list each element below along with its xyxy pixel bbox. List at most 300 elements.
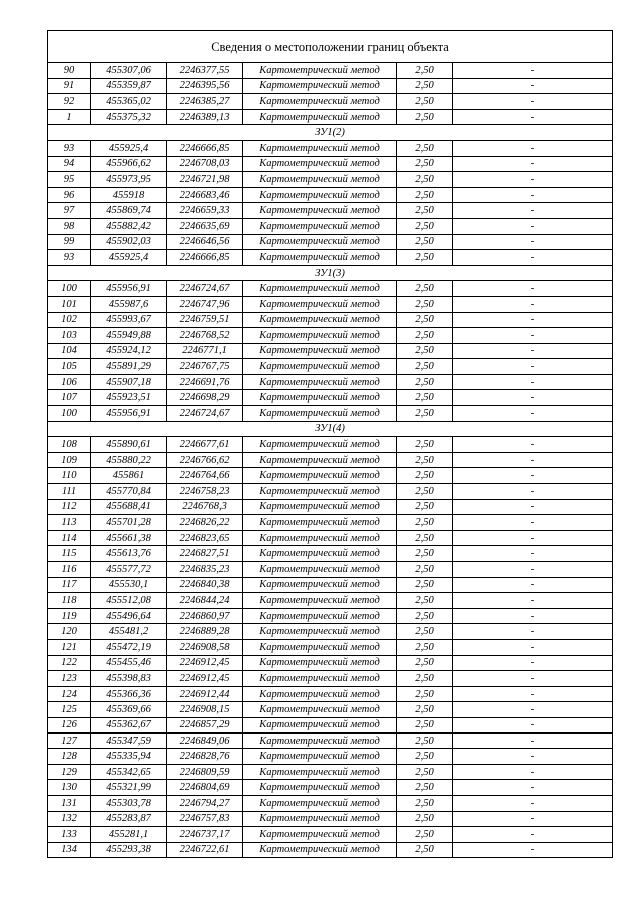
point-number-cell: 114 [48,530,91,546]
point-number-cell: 99 [48,234,91,250]
x-coordinate-cell: 455688,41 [91,499,167,515]
y-coordinate-cell: 2246757,83 [167,811,243,827]
note-cell: - [453,281,613,297]
accuracy-cell: 2,50 [397,764,453,780]
note-cell: - [453,827,613,843]
method-cell: Картометрический метод [243,172,397,188]
note-cell: - [453,234,613,250]
point-number-cell: 93 [48,140,91,156]
method-cell: Картометрический метод [243,608,397,624]
method-cell: Картометрический метод [243,780,397,796]
point-number-cell: 108 [48,437,91,453]
table-row [48,686,613,702]
point-number-cell: 121 [48,639,91,655]
accuracy-cell: 2,50 [397,811,453,827]
point-number-cell: 97 [48,203,91,219]
method-cell: Картометрический метод [243,140,397,156]
point-number-cell: 1 [48,109,91,125]
note-cell: - [453,218,613,234]
point-number-cell: 105 [48,359,91,375]
method-cell: Картометрический метод [243,312,397,328]
table-row [48,343,613,359]
method-cell: Картометрический метод [243,717,397,733]
accuracy-cell: 2,50 [397,203,453,219]
note-cell: - [453,499,613,515]
y-coordinate-cell: 2246835,23 [167,562,243,578]
method-cell: Картометрический метод [243,515,397,531]
point-number-cell: 93 [48,250,91,266]
table-row [48,172,613,188]
y-coordinate-cell: 2246768,3 [167,499,243,515]
x-coordinate-cell: 455293,38 [91,842,167,858]
x-coordinate-cell: 455303,78 [91,795,167,811]
y-coordinate-cell: 2246737,17 [167,827,243,843]
table-row [48,484,613,500]
y-coordinate-cell: 2246377,55 [167,63,243,79]
x-coordinate-cell: 455362,67 [91,717,167,733]
x-coordinate-cell: 455281,1 [91,827,167,843]
note-cell: - [453,78,613,94]
method-cell: Картометрический метод [243,546,397,562]
note-cell: - [453,593,613,609]
x-coordinate-cell: 455890,61 [91,437,167,453]
table-row [48,203,613,219]
table-row [48,702,613,718]
note-cell: - [453,484,613,500]
accuracy-cell: 2,50 [397,359,453,375]
table-row [48,140,613,156]
note-cell: - [453,795,613,811]
table-row [48,811,613,827]
table-row [48,390,613,406]
accuracy-cell: 2,50 [397,343,453,359]
x-coordinate-cell: 455359,87 [91,78,167,94]
y-coordinate-cell: 2246722,61 [167,842,243,858]
note-cell: - [453,94,613,110]
y-coordinate-cell: 2246395,56 [167,78,243,94]
y-coordinate-cell: 2246759,51 [167,312,243,328]
x-coordinate-cell: 455496,64 [91,608,167,624]
method-cell: Картометрический метод [243,437,397,453]
x-coordinate-cell: 455365,02 [91,94,167,110]
y-coordinate-cell: 2246721,98 [167,172,243,188]
y-coordinate-cell: 2246724,67 [167,406,243,422]
accuracy-cell: 2,50 [397,63,453,79]
method-cell: Картометрический метод [243,187,397,203]
table-row [48,827,613,843]
table-row [48,281,613,297]
table-row [48,515,613,531]
method-cell: Картометрический метод [243,702,397,718]
accuracy-cell: 2,50 [397,452,453,468]
table-row [48,250,613,266]
section-label: ЗУ1(3) [48,265,613,281]
note-cell: - [453,515,613,531]
method-cell: Картометрический метод [243,234,397,250]
table-row [48,359,613,375]
y-coordinate-cell: 2246889,28 [167,624,243,640]
y-coordinate-cell: 2246766,62 [167,452,243,468]
point-number-cell: 128 [48,749,91,765]
method-cell: Картометрический метод [243,218,397,234]
y-coordinate-cell: 2246840,38 [167,577,243,593]
note-cell: - [453,562,613,578]
method-cell: Картометрический метод [243,530,397,546]
table-row [48,437,613,453]
y-coordinate-cell: 2246767,75 [167,359,243,375]
method-cell: Картометрический метод [243,109,397,125]
point-number-cell: 127 [48,733,91,749]
boundary-coordinates-table [47,30,613,858]
accuracy-cell: 2,50 [397,530,453,546]
accuracy-cell: 2,50 [397,484,453,500]
y-coordinate-cell: 2246908,15 [167,702,243,718]
note-cell: - [453,639,613,655]
note-cell: - [453,749,613,765]
x-coordinate-cell: 455925,4 [91,250,167,266]
method-cell: Картометрический метод [243,671,397,687]
note-cell: - [453,842,613,858]
note-cell: - [453,328,613,344]
y-coordinate-cell: 2246912,45 [167,655,243,671]
section-row [48,125,613,141]
point-number-cell: 129 [48,764,91,780]
accuracy-cell: 2,50 [397,390,453,406]
method-cell: Картометрический метод [243,484,397,500]
note-cell: - [453,374,613,390]
point-number-cell: 94 [48,156,91,172]
method-cell: Картометрический метод [243,406,397,422]
note-cell: - [453,468,613,484]
table-row [48,639,613,655]
x-coordinate-cell: 455925,4 [91,140,167,156]
x-coordinate-cell: 455512,08 [91,593,167,609]
x-coordinate-cell: 455307,06 [91,63,167,79]
method-cell: Картометрический метод [243,655,397,671]
accuracy-cell: 2,50 [397,624,453,640]
note-cell: - [453,140,613,156]
point-number-cell: 100 [48,281,91,297]
note-cell: - [453,312,613,328]
y-coordinate-cell: 2246666,85 [167,250,243,266]
y-coordinate-cell: 2246771,1 [167,343,243,359]
y-coordinate-cell: 2246385,27 [167,94,243,110]
note-cell: - [453,156,613,172]
x-coordinate-cell: 455966,62 [91,156,167,172]
y-coordinate-cell: 2246768,52 [167,328,243,344]
method-cell: Картометрический метод [243,686,397,702]
table-row [48,655,613,671]
point-number-cell: 134 [48,842,91,858]
x-coordinate-cell: 455283,87 [91,811,167,827]
table-row [48,733,613,749]
point-number-cell: 123 [48,671,91,687]
y-coordinate-cell: 2246844,24 [167,593,243,609]
y-coordinate-cell: 2246724,67 [167,281,243,297]
method-cell: Картометрический метод [243,452,397,468]
point-number-cell: 113 [48,515,91,531]
accuracy-cell: 2,50 [397,437,453,453]
table-row [48,312,613,328]
point-number-cell: 119 [48,608,91,624]
method-cell: Картометрический метод [243,639,397,655]
note-cell: - [453,717,613,733]
method-cell: Картометрический метод [243,811,397,827]
accuracy-cell: 2,50 [397,562,453,578]
point-number-cell: 115 [48,546,91,562]
section-row [48,265,613,281]
accuracy-cell: 2,50 [397,109,453,125]
accuracy-cell: 2,50 [397,827,453,843]
table-row [48,780,613,796]
x-coordinate-cell: 455956,91 [91,281,167,297]
method-cell: Картометрический метод [243,281,397,297]
accuracy-cell: 2,50 [397,374,453,390]
accuracy-cell: 2,50 [397,671,453,687]
x-coordinate-cell: 455347,59 [91,733,167,749]
table-row [48,749,613,765]
note-cell: - [453,764,613,780]
note-cell: - [453,172,613,188]
table-row [48,218,613,234]
y-coordinate-cell: 2246659,33 [167,203,243,219]
x-coordinate-cell: 455891,29 [91,359,167,375]
note-cell: - [453,686,613,702]
y-coordinate-cell: 2246758,23 [167,484,243,500]
x-coordinate-cell: 455398,83 [91,671,167,687]
x-coordinate-cell: 455455,46 [91,655,167,671]
point-number-cell: 91 [48,78,91,94]
y-coordinate-cell: 2246683,46 [167,187,243,203]
note-cell: - [453,250,613,266]
table-row [48,78,613,94]
table-title: Сведения о местоположении границ объекта [48,31,613,63]
method-cell: Картометрический метод [243,577,397,593]
x-coordinate-cell: 455342,65 [91,764,167,780]
point-number-cell: 106 [48,374,91,390]
x-coordinate-cell: 455869,74 [91,203,167,219]
method-cell: Картометрический метод [243,296,397,312]
y-coordinate-cell: 2246764,66 [167,468,243,484]
method-cell: Картометрический метод [243,94,397,110]
table-row [48,234,613,250]
accuracy-cell: 2,50 [397,78,453,94]
table-row [48,608,613,624]
x-coordinate-cell: 455472,19 [91,639,167,655]
accuracy-cell: 2,50 [397,312,453,328]
method-cell: Картометрический метод [243,764,397,780]
method-cell: Картометрический метод [243,359,397,375]
table-row [48,795,613,811]
note-cell: - [453,390,613,406]
accuracy-cell: 2,50 [397,608,453,624]
note-cell: - [453,608,613,624]
method-cell: Картометрический метод [243,842,397,858]
point-number-cell: 92 [48,94,91,110]
point-number-cell: 104 [48,343,91,359]
point-number-cell: 101 [48,296,91,312]
table-body [48,63,613,858]
point-number-cell: 98 [48,218,91,234]
table-row [48,530,613,546]
table-row [48,452,613,468]
y-coordinate-cell: 2246809,59 [167,764,243,780]
x-coordinate-cell: 455577,72 [91,562,167,578]
note-cell: - [453,577,613,593]
accuracy-cell: 2,50 [397,156,453,172]
accuracy-cell: 2,50 [397,593,453,609]
accuracy-cell: 2,50 [397,499,453,515]
accuracy-cell: 2,50 [397,795,453,811]
y-coordinate-cell: 2246823,65 [167,530,243,546]
accuracy-cell: 2,50 [397,296,453,312]
y-coordinate-cell: 2246860,97 [167,608,243,624]
accuracy-cell: 2,50 [397,406,453,422]
table-row [48,94,613,110]
x-coordinate-cell: 455918 [91,187,167,203]
y-coordinate-cell: 2246826,22 [167,515,243,531]
accuracy-cell: 2,50 [397,468,453,484]
section-label: ЗУ1(4) [48,421,613,437]
table-row [48,406,613,422]
table-row [48,187,613,203]
note-cell: - [453,296,613,312]
x-coordinate-cell: 455902,03 [91,234,167,250]
x-coordinate-cell: 455770,84 [91,484,167,500]
accuracy-cell: 2,50 [397,639,453,655]
point-number-cell: 122 [48,655,91,671]
note-cell: - [453,187,613,203]
y-coordinate-cell: 2246849,06 [167,733,243,749]
accuracy-cell: 2,50 [397,717,453,733]
x-coordinate-cell: 455369,66 [91,702,167,718]
y-coordinate-cell: 2246389,13 [167,109,243,125]
accuracy-cell: 2,50 [397,842,453,858]
point-number-cell: 120 [48,624,91,640]
table-row [48,546,613,562]
accuracy-cell: 2,50 [397,515,453,531]
point-number-cell: 107 [48,390,91,406]
table-row [48,764,613,780]
point-number-cell: 126 [48,717,91,733]
note-cell: - [453,530,613,546]
x-coordinate-cell: 455613,76 [91,546,167,562]
y-coordinate-cell: 2246677,61 [167,437,243,453]
table-row [48,562,613,578]
point-number-cell: 118 [48,593,91,609]
point-number-cell: 124 [48,686,91,702]
y-coordinate-cell: 2246827,51 [167,546,243,562]
x-coordinate-cell: 455973,95 [91,172,167,188]
accuracy-cell: 2,50 [397,328,453,344]
point-number-cell: 133 [48,827,91,843]
point-number-cell: 116 [48,562,91,578]
note-cell: - [453,624,613,640]
x-coordinate-cell: 455701,28 [91,515,167,531]
y-coordinate-cell: 2246857,29 [167,717,243,733]
x-coordinate-cell: 455949,88 [91,328,167,344]
y-coordinate-cell: 2246708,03 [167,156,243,172]
note-cell: - [453,437,613,453]
x-coordinate-cell: 455375,32 [91,109,167,125]
table-row [48,63,613,79]
y-coordinate-cell: 2246698,29 [167,390,243,406]
point-number-cell: 112 [48,499,91,515]
accuracy-cell: 2,50 [397,733,453,749]
x-coordinate-cell: 455530,1 [91,577,167,593]
x-coordinate-cell: 455987,6 [91,296,167,312]
note-cell: - [453,671,613,687]
table-row [48,717,613,733]
x-coordinate-cell: 455321,99 [91,780,167,796]
method-cell: Картометрический метод [243,593,397,609]
accuracy-cell: 2,50 [397,140,453,156]
section-row [48,421,613,437]
method-cell: Картометрический метод [243,203,397,219]
x-coordinate-cell: 455335,94 [91,749,167,765]
table-row [48,156,613,172]
point-number-cell: 111 [48,484,91,500]
method-cell: Картометрический метод [243,499,397,515]
accuracy-cell: 2,50 [397,749,453,765]
method-cell: Картометрический метод [243,795,397,811]
table-row [48,109,613,125]
x-coordinate-cell: 455907,18 [91,374,167,390]
y-coordinate-cell: 2246908,58 [167,639,243,655]
point-number-cell: 131 [48,795,91,811]
table-row [48,842,613,858]
x-coordinate-cell: 455661,38 [91,530,167,546]
method-cell: Картометрический метод [243,343,397,359]
note-cell: - [453,811,613,827]
x-coordinate-cell: 455956,91 [91,406,167,422]
note-cell: - [453,63,613,79]
note-cell: - [453,780,613,796]
point-number-cell: 100 [48,406,91,422]
x-coordinate-cell: 455481,2 [91,624,167,640]
y-coordinate-cell: 2246804,69 [167,780,243,796]
table-row [48,328,613,344]
point-number-cell: 110 [48,468,91,484]
table-row [48,577,613,593]
note-cell: - [453,203,613,219]
table-row [48,296,613,312]
y-coordinate-cell: 2246666,85 [167,140,243,156]
note-cell: - [453,702,613,718]
method-cell: Картометрический метод [243,156,397,172]
method-cell: Картометрический метод [243,624,397,640]
accuracy-cell: 2,50 [397,94,453,110]
note-cell: - [453,109,613,125]
section-label: ЗУ1(2) [48,125,613,141]
y-coordinate-cell: 2246912,44 [167,686,243,702]
x-coordinate-cell: 455923,51 [91,390,167,406]
method-cell: Картометрический метод [243,328,397,344]
accuracy-cell: 2,50 [397,686,453,702]
method-cell: Картометрический метод [243,374,397,390]
point-number-cell: 95 [48,172,91,188]
method-cell: Картометрический метод [243,63,397,79]
x-coordinate-cell: 455882,42 [91,218,167,234]
point-number-cell: 96 [48,187,91,203]
table-row [48,593,613,609]
point-number-cell: 130 [48,780,91,796]
note-cell: - [453,406,613,422]
accuracy-cell: 2,50 [397,281,453,297]
accuracy-cell: 2,50 [397,172,453,188]
note-cell: - [453,733,613,749]
method-cell: Картометрический метод [243,390,397,406]
